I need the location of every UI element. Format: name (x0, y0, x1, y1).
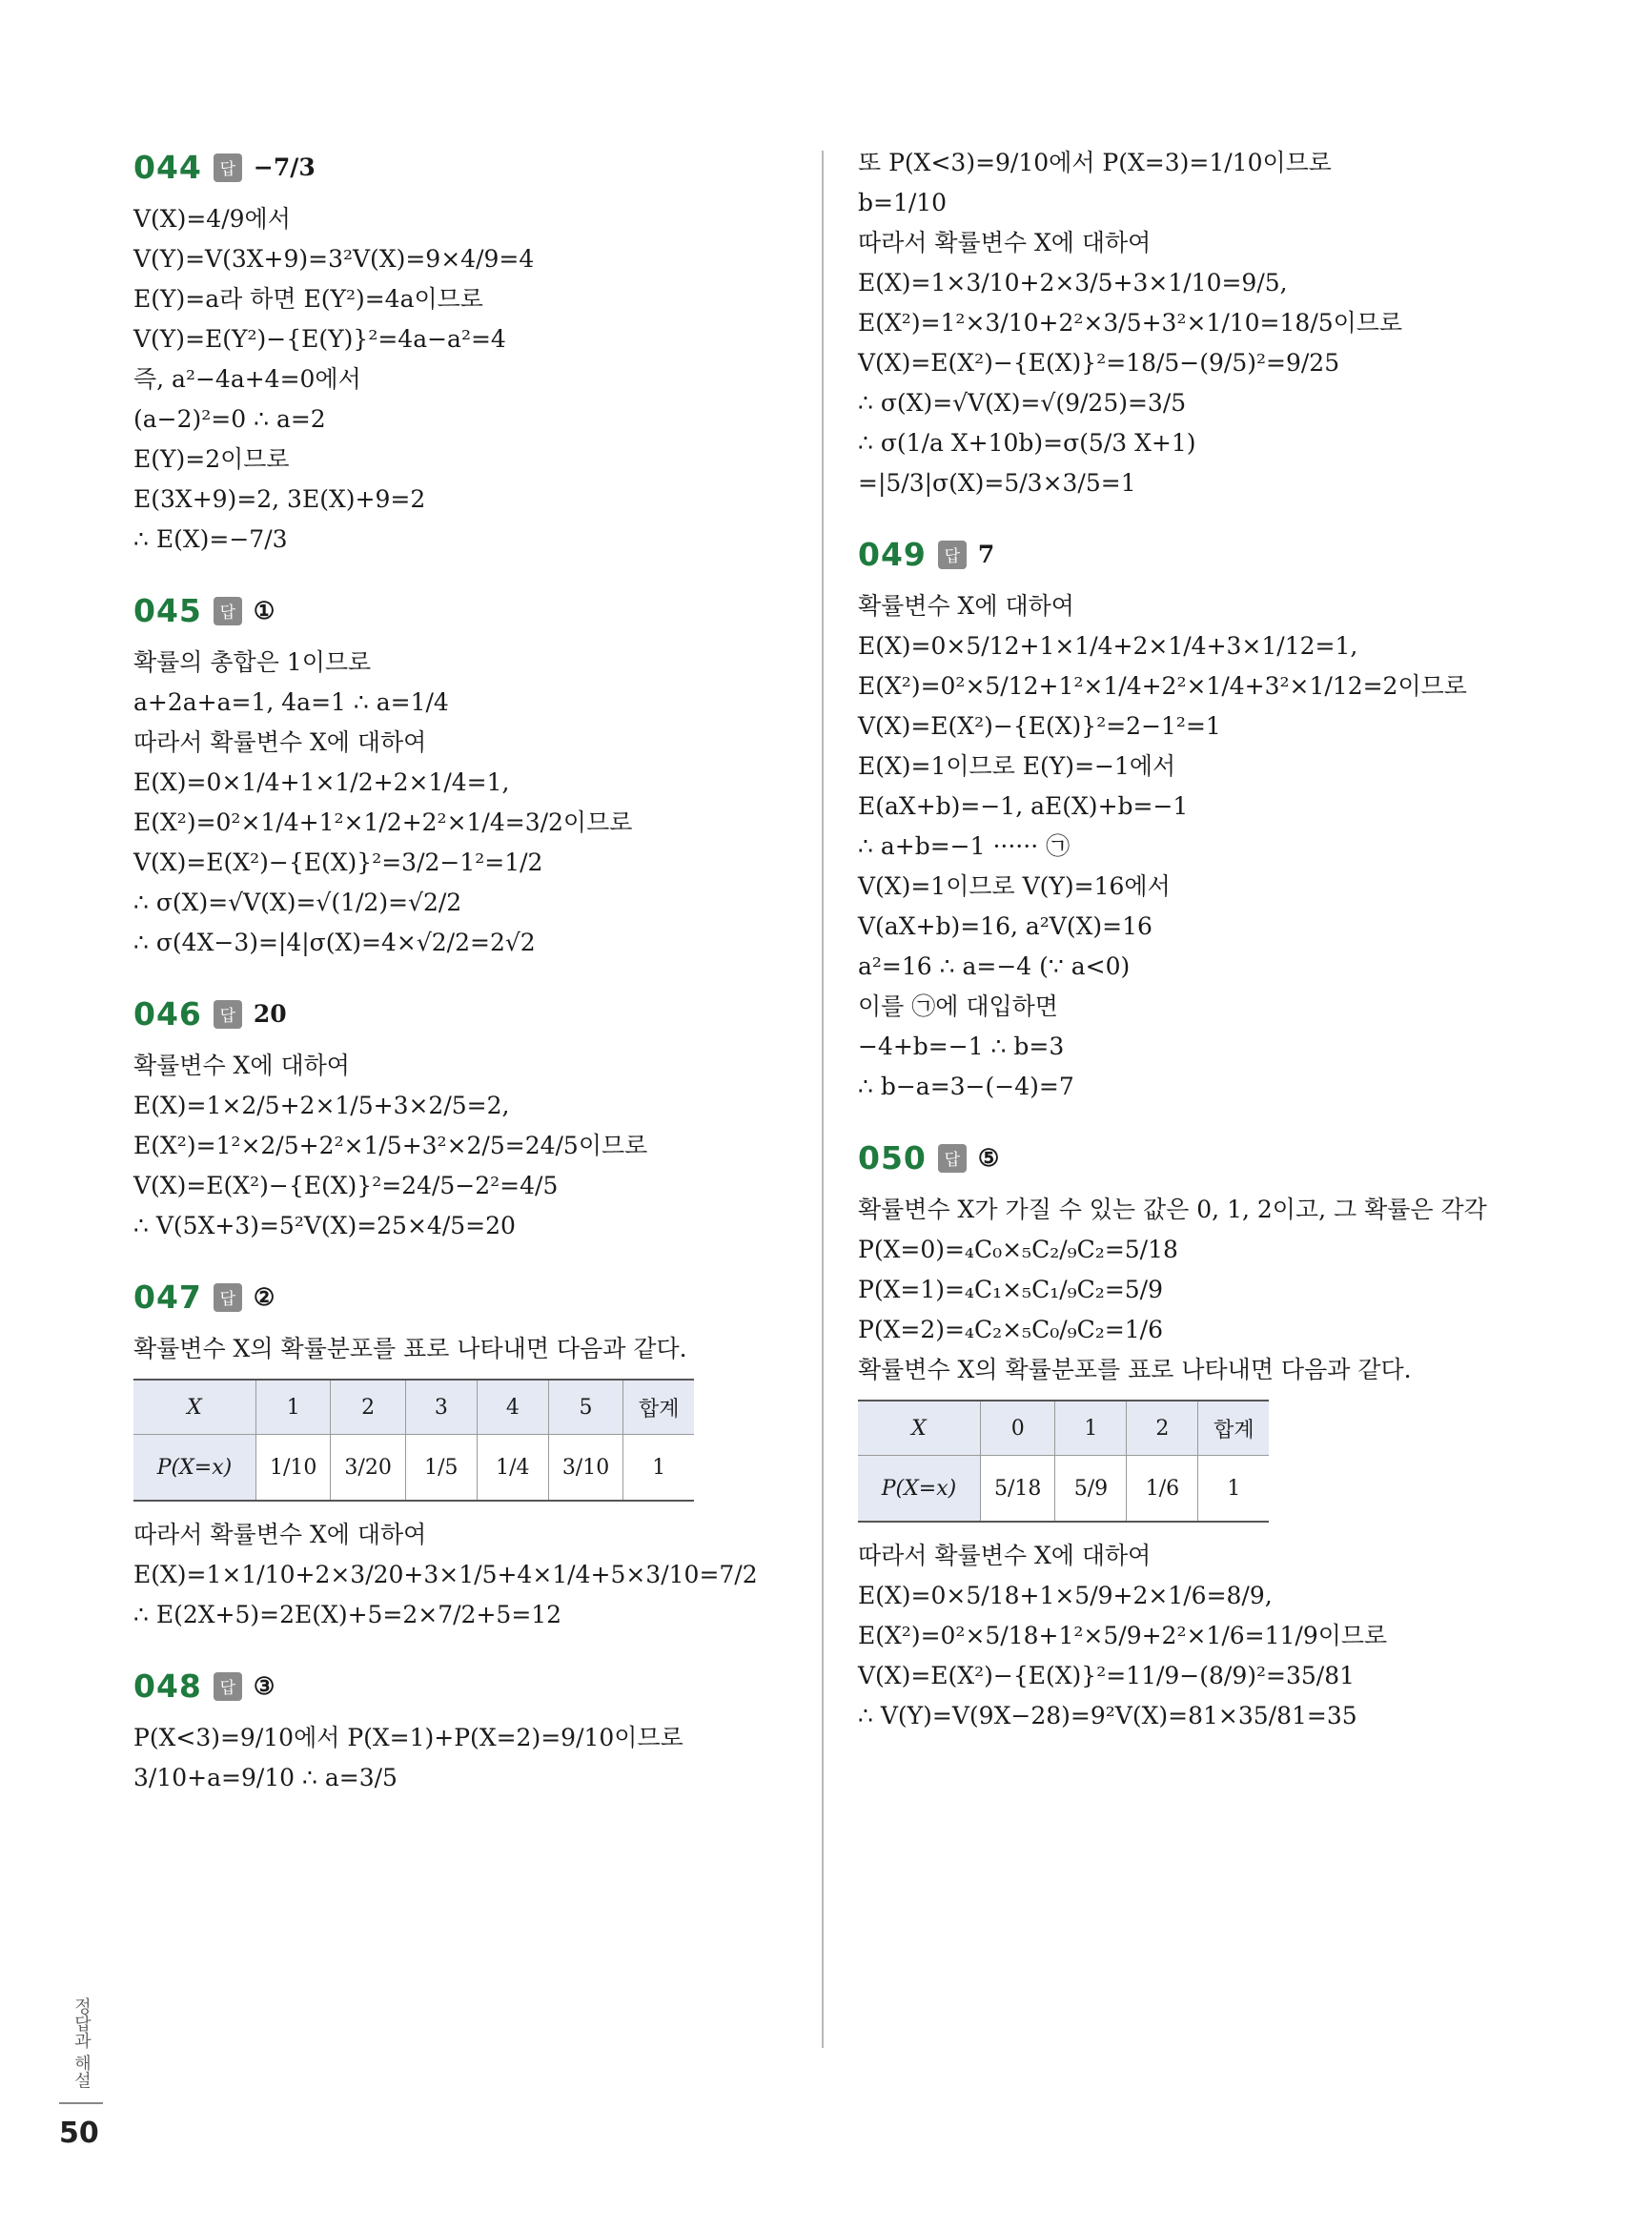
table-cell: 2 (331, 1380, 405, 1435)
table-cell: X (133, 1380, 256, 1435)
table-row (133, 1435, 694, 1502)
left-column (133, 143, 758, 1831)
answer-tag: 답 (214, 597, 242, 625)
solution-line: 이를 ㉠에 대입하면 (858, 992, 1058, 1020)
answer-value: ⑤ (977, 1144, 1000, 1172)
answer-value: ① (253, 597, 275, 624)
problem-046 (133, 995, 705, 1246)
problem-header (133, 1667, 705, 1705)
solution-line: 확률변수 X의 확률분포를 표로 나타내면 다음과 같다. (858, 1356, 1412, 1383)
solution-line: V(Y)=E(Y²)−{E(Y)}²=4a−a²=4 (133, 325, 506, 353)
solution-line: 확률변수 X에 대하여 (858, 592, 1074, 620)
solution-line: (a−2)²=0 ∴ a=2 (133, 405, 326, 433)
solution-line: ∴ σ(1/a X+10b)=σ(5/3 X+1) (858, 429, 1196, 457)
problem-number: 044 (133, 149, 202, 186)
solution-line: E(X)=1×2/5+2×1/5+3×2/5=2, (133, 1092, 510, 1119)
answer-tag: 답 (938, 1144, 967, 1173)
solution-line: ∴ V(Y)=V(9X−28)=9²V(X)=81×35/81=35 (858, 1702, 1357, 1729)
solution-line: E(aX+b)=−1, aE(X)+b=−1 (858, 792, 1189, 820)
solution-line: 따라서 확률변수 X에 대하여 (133, 728, 427, 756)
solution-line: E(X²)=0²×1/4+1²×1/2+2²×1/4=3/2이므로 (133, 808, 633, 836)
problem-044 (133, 149, 705, 560)
solution-line: E(X)=1×3/10+2×3/5+3×1/10=9/5, (858, 269, 1288, 297)
solution-line: 따라서 확률변수 X에 대하여 (858, 229, 1152, 256)
table-cell: 1/6 (1127, 1456, 1198, 1523)
problem-number: 050 (858, 1139, 927, 1176)
solution-line: P(X=1)=₄C₁×₅C₁/₉C₂=5/9 (858, 1276, 1163, 1303)
solution-line: ∴ σ(X)=√V(X)=√(9/25)=3/5 (858, 389, 1187, 417)
table-cell: 5/18 (981, 1456, 1055, 1523)
solution-line: V(X)=E(X²)−{E(X)}²=3/2−1²=1/2 (133, 849, 543, 876)
solution-line: E(X)=0×5/12+1×1/4+2×1/4+3×1/12=1, (858, 632, 1358, 660)
answer-tag: 답 (214, 1672, 242, 1701)
problem-header (133, 149, 705, 186)
solution-line: ∴ σ(4X−3)=|4|σ(X)=4×√2/2=2√2 (133, 929, 536, 956)
solution-line: ∴ a+b=−1 ······ ㉠ (858, 832, 1071, 860)
problem-header (858, 536, 1449, 573)
solution-line: V(X)=4/9에서 (133, 205, 291, 233)
table-cell: 1 (1055, 1401, 1127, 1456)
solution-line: E(X)=1×1/10+2×3/20+3×1/5+4×1/4+5×3/10=7/2 (133, 1561, 758, 1588)
answer-value: −7/3 (253, 153, 316, 181)
solution-line: 따라서 확률변수 X에 대하여 (858, 1542, 1152, 1569)
solution-line: a+2a+a=1, 4a=1 ∴ a=1/4 (133, 688, 449, 716)
answer-tag: 답 (214, 1000, 242, 1029)
problem-header (858, 1139, 1449, 1176)
solution-line: ∴ E(2X+5)=2E(X)+5=2×7/2+5=12 (133, 1601, 562, 1628)
problem-049 (858, 536, 1467, 1107)
solution-line: ∴ b−a=3−(−4)=7 (858, 1073, 1074, 1100)
solution-line: 확률변수 X가 가질 수 있는 값은 0, 1, 2이고, 그 확률은 각각 (858, 1196, 1487, 1223)
problem-047 (133, 1279, 758, 1635)
table-cell: 1/10 (256, 1435, 331, 1502)
table-cell: 3/10 (548, 1435, 622, 1502)
solution-line: V(Y)=V(3X+9)=3²V(X)=9×4/9=4 (133, 245, 535, 273)
problem-number: 047 (133, 1279, 202, 1316)
table-cell: 합계 (1198, 1401, 1270, 1456)
solution-line: V(X)=E(X²)−{E(X)}²=24/5−2²=4/5 (133, 1172, 559, 1199)
problem-number: 046 (133, 995, 202, 1033)
solution-line: 확률변수 X에 대하여 (133, 1052, 350, 1079)
solution-line: P(X=0)=₄C₀×₅C₂/₉C₂=5/18 (858, 1236, 1178, 1263)
solution-line: 따라서 확률변수 X에 대하여 (133, 1521, 427, 1548)
problem-header (133, 995, 705, 1033)
table-header-row (858, 1401, 1269, 1456)
problem-number: 048 (133, 1667, 202, 1705)
answer-value: 7 (977, 541, 995, 568)
problem-048 (133, 1667, 705, 1798)
answer-value: ③ (253, 1672, 275, 1700)
solution-line: 3/10+a=9/10 ∴ a=3/5 (133, 1764, 398, 1791)
solution-line: E(Y)=2이므로 (133, 445, 290, 473)
solution-line: V(X)=E(X²)−{E(X)}²=18/5−(9/5)²=9/25 (858, 349, 1340, 377)
solution-line: E(X)=1이므로 E(Y)=−1에서 (858, 752, 1176, 780)
table-cell: 3/20 (331, 1435, 405, 1502)
side-section-label: 정답과 해설 (71, 1997, 92, 2089)
table-cell: 1 (1198, 1456, 1270, 1523)
table-cell: 1/4 (477, 1435, 548, 1502)
table-cell: 1/5 (405, 1435, 477, 1502)
table-header-row (133, 1380, 694, 1435)
solution-line: a²=16 ∴ a=−4 (∵ a<0) (858, 952, 1131, 980)
solution-line: V(X)=E(X²)−{E(X)}²=2−1²=1 (858, 712, 1221, 740)
solution-line: 또 P(X<3)=9/10에서 P(X=3)=1/10이므로 (858, 149, 1332, 176)
answer-value: ② (253, 1283, 275, 1311)
table-cell: 1 (256, 1380, 331, 1435)
problem-048-continued (858, 143, 1449, 503)
right-column (858, 143, 1487, 1769)
solution-line: P(X=2)=₄C₂×₅C₀/₉C₂=1/6 (858, 1316, 1163, 1343)
column-divider (822, 151, 824, 2048)
solution-line: V(X)=1이므로 V(Y)=16에서 (858, 872, 1171, 900)
solution-line: ∴ E(X)=−7/3 (133, 525, 288, 553)
table-cell: 합계 (623, 1380, 695, 1435)
solution-line: E(3X+9)=2, 3E(X)+9=2 (133, 485, 426, 513)
table-cell: 2 (1127, 1401, 1198, 1456)
solution-line: E(X)=0×1/4+1×1/2+2×1/4=1, (133, 768, 510, 796)
solution-line: E(X²)=1²×3/10+2²×3/5+3²×1/10=18/5이므로 (858, 309, 1403, 337)
table-cell: 5 (548, 1380, 622, 1435)
solution-line: E(X)=0×5/18+1×5/9+2×1/6=8/9, (858, 1582, 1273, 1609)
solution-line: =|5/3|σ(X)=5/3×3/5=1 (858, 469, 1136, 497)
answer-value: 20 (253, 1000, 287, 1028)
footer-rule (59, 2102, 103, 2104)
probability-distribution-table (858, 1400, 1269, 1523)
answer-tag: 답 (938, 541, 967, 569)
table-cell: 4 (477, 1380, 548, 1435)
probability-distribution-table (133, 1379, 694, 1502)
table-cell: 3 (405, 1380, 477, 1435)
solution-line: 확률의 총합은 1이므로 (133, 648, 372, 676)
solution-line: V(aX+b)=16, a²V(X)=16 (858, 912, 1152, 940)
solution-line: 즉, a²−4a+4=0에서 (133, 365, 361, 393)
problem-number: 045 (133, 592, 202, 629)
table-cell: P(X=x) (858, 1456, 981, 1523)
solution-line: ∴ σ(X)=√V(X)=√(1/2)=√2/2 (133, 889, 462, 916)
table-cell: P(X=x) (133, 1435, 256, 1502)
solution-line: E(X²)=0²×5/12+1²×1/4+2²×1/4+3²×1/12=2이므로 (858, 672, 1467, 700)
solution-line: 확률변수 X의 확률분포를 표로 나타내면 다음과 같다. (133, 1335, 687, 1362)
answer-tag: 답 (214, 153, 242, 182)
table-cell: X (858, 1401, 981, 1456)
solution-line: ∴ V(5X+3)=5²V(X)=25×4/5=20 (133, 1212, 516, 1239)
table-cell: 1 (623, 1435, 695, 1502)
solution-line: E(X²)=0²×5/18+1²×5/9+2²×1/6=11/9이므로 (858, 1622, 1388, 1649)
solution-line: −4+b=−1 ∴ b=3 (858, 1033, 1065, 1060)
problem-header (133, 1279, 705, 1316)
problem-header (133, 592, 705, 629)
page-number: 50 (59, 2117, 99, 2150)
solution-line: E(X²)=1²×2/5+2²×1/5+3²×2/5=24/5이므로 (133, 1132, 648, 1159)
table-row (858, 1456, 1269, 1523)
problem-number: 049 (858, 536, 927, 573)
table-cell: 0 (981, 1401, 1055, 1456)
table-cell: 5/9 (1055, 1456, 1127, 1523)
problem-045 (133, 592, 705, 963)
solution-line: E(Y)=a라 하면 E(Y²)=4a이므로 (133, 285, 483, 313)
problem-050 (858, 1139, 1487, 1736)
solution-line: P(X<3)=9/10에서 P(X=1)+P(X=2)=9/10이므로 (133, 1724, 683, 1751)
solution-line: b=1/10 (858, 189, 948, 216)
solution-line: V(X)=E(X²)−{E(X)}²=11/9−(8/9)²=35/81 (858, 1662, 1356, 1689)
answer-tag: 답 (214, 1283, 242, 1312)
